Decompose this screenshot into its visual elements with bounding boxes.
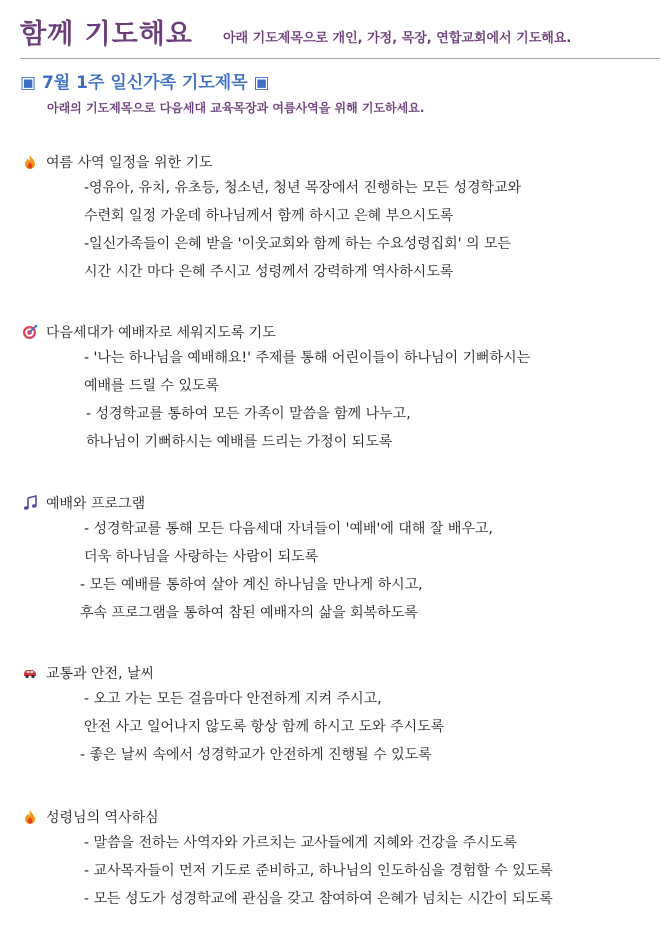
prayer-item: [84, 857, 652, 885]
prayer-item: [80, 571, 652, 627]
prayer-section-next-generation: [22, 320, 652, 456]
section-title: 성령님의 역사하심: [46, 810, 159, 826]
prayer-line: 시간 시간 마다 은혜 주시고 성령께서 강력하게 역사하시도록: [84, 264, 454, 280]
week-intro: 아래의 기도제목으로 다음세대 교육목장과 여름사역을 위해 기도하세요.: [47, 101, 425, 115]
page-title: 함께 기도해요: [20, 19, 193, 50]
prayer-item: [84, 230, 652, 286]
prayer-item: [86, 400, 652, 456]
prayer-line: -일신가족들이 은혜 받을 '이웃교회와 함께 하는 수요성령집회' 의 모든: [84, 236, 512, 252]
prayer-line: 예배를 드릴 수 있도록: [84, 378, 220, 394]
prayer-line: 안전 사고 일어나지 않도록 항상 함께 하시고 도와 주시도록: [84, 719, 445, 735]
prayer-line: 수련회 일정 가운데 하나님께서 함께 하시고 은혜 부으시도록: [84, 208, 454, 224]
prayer-item: [84, 829, 652, 857]
prayer-line: 후속 프로그램을 통하여 참된 예배자의 삶을 회복하도록: [80, 605, 418, 621]
prayer-item: [84, 685, 652, 741]
section-title: 교통과 안전, 날씨: [46, 666, 155, 682]
prayer-line: - 좋은 날씨 속에서 성경학교가 안전하게 진행될 수 있도록: [80, 747, 432, 763]
prayer-item: [84, 174, 652, 230]
prayer-line: - 교사목자들이 먼저 기도로 준비하고, 하나님의 인도하심을 경험할 수 있도록: [84, 863, 553, 879]
fire-icon: [22, 809, 38, 825]
prayer-item: [84, 885, 652, 913]
prayer-line: - 말씀을 전하는 사역자와 가르치는 교사들에게 지혜와 건강을 주시도록: [84, 835, 517, 851]
car-icon: [22, 665, 38, 681]
prayer-line: - 모든 성도가 성경학교에 관심을 갖고 참여하여 은혜가 넘치는 시간이 되도록: [84, 891, 553, 907]
prayer-section-holy-spirit: [22, 805, 652, 913]
music-note-icon: [22, 495, 38, 511]
prayer-section-traffic-safety-weather: [22, 661, 652, 769]
prayer-line: - '나는 하나님을 예배해요!' 주제를 통해 어린이들이 하나님이 기뻐하시는: [84, 350, 531, 366]
fire-icon: [22, 154, 38, 170]
prayer-item: [84, 515, 652, 571]
prayer-section-summer-schedule: [22, 150, 652, 286]
prayer-line: - 모든 예배를 통하여 살아 계신 하나님을 만나게 하시고,: [80, 577, 423, 593]
header-subtitle: 아래 기도제목으로 개인, 가정, 목장, 연합교회에서 기도해요.: [223, 31, 572, 46]
week-title: ▣ 7월 1주 일신가족 기도제목 ▣: [20, 73, 270, 93]
prayer-line: - 오고 가는 모든 걸음마다 안전하게 지켜 주시고,: [84, 691, 382, 707]
prayer-line: - 성경학교를 통하여 모든 가족이 말씀을 함께 나누고,: [86, 406, 411, 422]
prayer-item: [80, 741, 652, 769]
header: [20, 10, 650, 50]
prayer-line: - 성경학교를 통해 모든 다음세대 자녀들이 '예배'에 대해 잘 배우고,: [84, 521, 493, 537]
prayer-line: -영유아, 유치, 유초등, 청소년, 청년 목장에서 진행하는 모든 성경학교와: [84, 180, 522, 196]
prayer-line: 더욱 하나님을 사랑하는 사람이 되도록: [84, 549, 319, 565]
prayer-section-worship-program: [22, 491, 652, 627]
target-icon: [22, 324, 38, 340]
divider: [20, 58, 660, 59]
section-title: 다음세대가 예배자로 세워지도록 기도: [46, 325, 276, 341]
section-title: 예배와 프로그램: [46, 496, 146, 512]
section-title: 여름 사역 일정을 위한 기도: [46, 155, 213, 171]
prayer-line: 하나님이 기뻐하시는 예배를 드리는 가정이 되도록: [86, 434, 393, 450]
prayer-item: [84, 344, 652, 400]
